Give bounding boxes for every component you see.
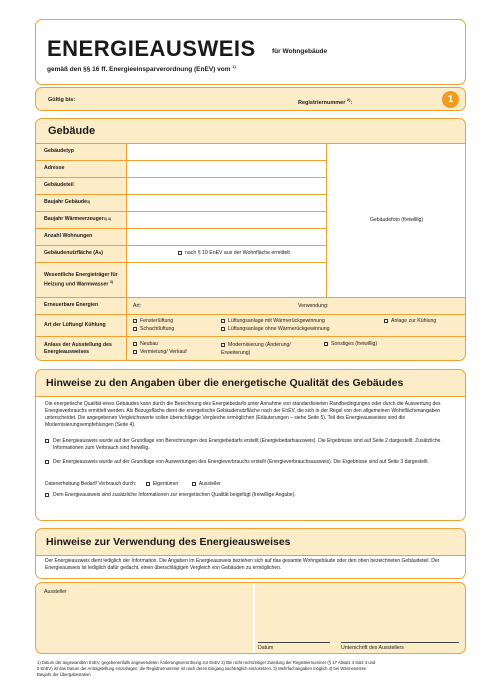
footnote-line-2: 5 EnEV) ist das Datum der Antragstellung einzutragen; die Registriernummer ist nach deren Eingang nachträglich einzusetzen. 3) Mehrfachangaben möglich 4) bei Wärmenetzen	[37, 666, 367, 671]
new-building-option[interactable]: Neubau	[133, 341, 158, 348]
certificate-subtitle: gemäß den §§ 16 ff. Energieeinsparverordnung (EnEV) vom $^{1)}$	[47, 64, 236, 74]
apartment-count-label: Anzahl Wohnungen	[44, 233, 93, 240]
certificate-title: ENERGIEAUSWEIS	[47, 36, 256, 61]
building-type-label: Gebäudetyp	[44, 148, 74, 155]
date-label: Datum	[258, 645, 274, 651]
modernization-option[interactable]: Modernisierung (Änderung/ Erweiterung)	[221, 342, 291, 356]
window-ventilation-option[interactable]: Fensterlüftung	[133, 318, 173, 325]
renewable-use-label: Verwendung:	[298, 303, 329, 309]
usage-notes-title: Hinweise zur Verwendung des Energieausweises	[46, 536, 291, 548]
usable-area-label: Gebäudenutzfläche (A N )	[44, 250, 104, 257]
consumption-certificate-option[interactable]: Der Energieausweis wurde auf der Grundlage von Auswertungen des Energieverbrauchs erstellt (Energieverbrauchsausweis). Die Ergebnisse sind auf Seite 3 dargestellt.	[45, 459, 459, 466]
usage-notes-body	[36, 555, 466, 579]
ventilation-label: Art der Lüftung/ Kühlung	[44, 321, 106, 328]
cooling-system-option[interactable]: Anlage zur Kühlung	[384, 318, 436, 325]
registration-number-label: Registriernummer $^{2)}$:	[298, 97, 353, 106]
renewable-energy-label: Erneuerbare Energien	[44, 302, 99, 309]
issuer-option[interactable]: Aussteller	[192, 481, 221, 487]
construction-year-label: Baujahr Gebäude 3)	[44, 199, 91, 206]
owner-checkbox[interactable]	[146, 482, 150, 486]
issuer-checkbox[interactable]	[192, 482, 196, 486]
ventilation-with-recovery-option[interactable]: Lüftungsanlage mit Wärmerückgewinnung	[221, 318, 325, 325]
building-photo-cell[interactable]	[326, 143, 466, 297]
address-label: Adresse	[44, 165, 65, 172]
energy-carrier-label: Wesentliche Energieträger für Heizung und Warmwasser $^{3)}$	[44, 272, 118, 288]
page-number-badge: 1	[442, 91, 459, 108]
rental-sale-option[interactable]: Vermietung/ Verkauf	[133, 349, 187, 356]
demand-certificate-option[interactable]: Der Energieausweis wurde auf der Grundlage von Berechnungen des Energiebedarfs erstellt (Energiebedarfsausweis). Die Ergebnisse sind auf Seite 2 dargestellt. Zusätzliche Informationen zum Verbrauch sind freiwillig.	[45, 438, 459, 452]
heat-generator-year-label: Baujahr Wärmeerzeuger 3) 4)	[44, 216, 111, 223]
consumption-certificate-checkbox[interactable]	[45, 460, 49, 464]
ventilation-with-recovery-checkbox[interactable]	[221, 319, 225, 323]
area-from-living-space-option[interactable]: nach § 19 EnEV aus der Wohnfläche ermittelt	[178, 250, 290, 257]
demand-certificate-checkbox[interactable]	[45, 439, 49, 443]
modernization-checkbox[interactable]	[221, 343, 225, 347]
new-building-checkbox[interactable]	[133, 342, 137, 346]
footnotes	[37, 660, 467, 678]
shaft-ventilation-checkbox[interactable]	[133, 327, 137, 331]
signature-label: Unterschrift des Ausstellers	[341, 645, 404, 651]
quality-notes-section	[35, 369, 466, 521]
renewable-type-label: Art:	[133, 303, 142, 309]
shaft-ventilation-option[interactable]: Schachtlüftung	[133, 326, 174, 333]
building-section	[35, 118, 466, 361]
ventilation-without-recovery-checkbox[interactable]	[221, 327, 225, 331]
additional-info-checkbox[interactable]	[45, 493, 49, 497]
quality-notes-title: Hinweise zu den Angaben über die energetische Qualität des Gebäudes	[46, 377, 404, 389]
validity-bar	[35, 87, 466, 111]
area-from-living-space-checkbox[interactable]	[178, 251, 182, 255]
usage-notes-paragraph: Der Energieausweis dient lediglich der Information. Die Angaben im Energieausweis beziehen sich auf das gesamte Wohngebäude oder den oben bezeichneten Gebäudeteil. Der Energieausweis ist lediglich dafür gedacht, einen überschlägigen Vergleich von Gebäuden zu ermöglichen.	[45, 558, 440, 571]
signature-section	[35, 582, 466, 654]
cooling-system-checkbox[interactable]	[384, 319, 388, 323]
other-reason-checkbox[interactable]	[324, 342, 328, 346]
valid-until-label: Gültig bis:	[48, 97, 76, 103]
footnote-line-3: Baujahr der Übergabestation	[37, 672, 91, 677]
building-fields-area	[126, 143, 326, 297]
usage-notes-section	[35, 528, 466, 579]
window-ventilation-checkbox[interactable]	[133, 319, 137, 323]
building-section-title: Gebäude	[48, 125, 96, 137]
issuance-reason-label: Anlass der Ausstellung des Energieausweises	[44, 342, 112, 355]
ventilation-without-recovery-option[interactable]: Lüftungsanlage ohne Wärmerückgewinnung	[221, 326, 330, 333]
certificate-header	[35, 19, 466, 85]
additional-info-option[interactable]: Dem Energieausweis sind zusätzliche Informationen zur energetischen Qualität beigefügt (freiwillige Angabe).	[45, 492, 459, 499]
certificate-title-suffix: für Wohngebäude	[272, 48, 328, 55]
data-collection-row: Datenerhebung Bedarf/ Verbrauch durch: Eigentümer Aussteller	[45, 481, 221, 487]
quality-notes-paragraph: Die energetische Qualität eines Gebäudes kann durch die Berechnung des Energiebedarfs unter Annahme von standardisierten Randbedingungen oder durch die Auswertung des Energieverbrauchs ermittelt werden. Als Bezugsfläche dient die energetische Gebäudenutzfläche nach der EnEV, die sich in der Regel von den allgemeinen Wohnflächenangaben unterscheidet. Die angegebenen Vergleichswerte sollen überschlägige Vergleiche ermöglichen (Erläuterungen – siehe Seite 5). Teil des Energieausweises sind die Modernisierungsempfehlungen (Seite 4).	[45, 401, 441, 428]
building-photo-label: Gebäudefoto (freiwillig)	[369, 216, 424, 223]
owner-option[interactable]: Eigentümer	[146, 481, 179, 487]
quality-notes-body	[36, 396, 466, 521]
building-part-label: Gebäudeteil	[44, 182, 74, 189]
issuer-label: Aussteller	[44, 589, 67, 595]
footnote-line-1: 1) Datum der angewandten EnEV, gegebenenfalls angewendeten Änderungsverordnung zur EnEV 2) Bei nicht rechtzeitiger Zuteilung der Registriernummer (§ 17 Absatz 4 Satz 4 und	[37, 660, 376, 665]
rental-sale-checkbox[interactable]	[133, 350, 137, 354]
other-reason-option[interactable]: Sonstiges (freiwillig)	[324, 341, 377, 348]
